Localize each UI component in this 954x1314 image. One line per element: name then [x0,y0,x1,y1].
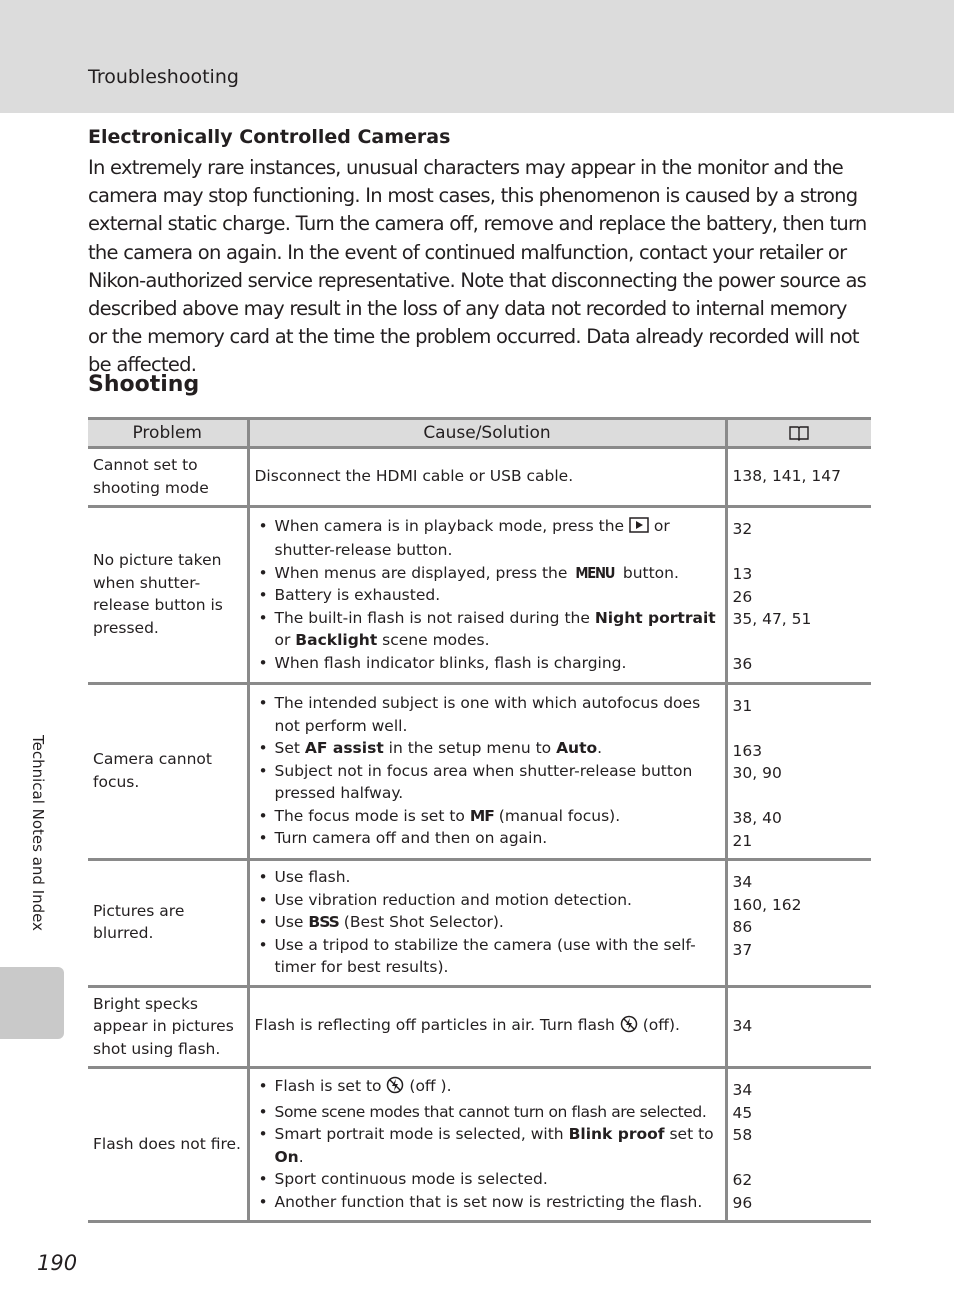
reference-cell: 31 163 30, 90 38, 40 21 [726,683,871,860]
table-row [88,986,871,1068]
menu-button-icon: MENU [575,563,615,582]
solution-item: • Smart portrait mode is selected, with Blink proof set to On. [255,1123,720,1168]
bss-icon: BSS [308,913,339,931]
solution-item: • Battery is exhausted. [255,584,720,607]
solution-item: • Flash is set to (off ). [255,1075,720,1101]
solution-item: • Use flash. [255,866,720,889]
page-number: 190 [37,1251,78,1275]
section-title: Shooting [88,372,200,397]
table-row [88,448,871,507]
table-row [88,1068,871,1222]
manual-focus-icon: MF [469,806,494,825]
table-header-row [88,419,871,448]
solution-item: • The built-in flash is not raised during the Night portrait or Backlight scene modes. [255,607,720,652]
troubleshooting-table [88,417,871,1223]
problem-cell: Flash does not fire. [93,1134,241,1153]
table-row [88,860,871,987]
reference-cell: 34 45 58 62 96 [726,1068,871,1222]
solution-item: • Use a tripod to stabilize the camera (use with the self-timer for best results). [255,934,720,979]
book-icon [788,424,810,442]
solution-item: • The intended subject is one with which autofocus does not perform well. [255,692,720,737]
solution-cell [248,683,726,860]
table-row [88,683,871,860]
solution-cell [248,1068,726,1222]
solution-item: • When flash indicator blinks, flash is charging. [255,652,720,675]
reference-cell: 34 160, 162 86 37 [726,860,871,987]
reference-cell: 138, 141, 147 [726,448,871,507]
solution-cell [248,507,726,684]
solution-cell: Disconnect the HDMI cable or USB cable. [248,448,726,507]
intro-heading: Electronically Controlled Cameras [88,126,451,148]
problem-cell: Cannot set to shooting mode [93,456,209,497]
solution-item: • Turn camera off and then on again. [255,827,720,850]
solution-item: • Subject not in focus area when shutter-release button pressed halfway. [255,760,720,805]
solution-item: • Some scene modes that cannot turn on flash are selected. [255,1101,720,1124]
solution-item: • Set AF assist in the setup menu to Auto. [255,737,720,760]
problem-cell: Pictures are blurred. [93,901,185,943]
flash-off-icon [386,1076,404,1101]
header-problem: Problem [88,419,248,448]
problem-cell: Camera cannot focus. [93,750,212,791]
problem-cell: No picture taken when shutter-release button is pressed. [93,551,223,637]
solution-item: • Use BSS (Best Shot Selector). [255,911,720,934]
solution-item: • When camera is in playback mode, press the or shutter-release button. [255,515,720,562]
solution-item: • When menus are displayed, press the MENU button. [255,562,720,585]
flash-off-icon [620,1015,638,1040]
solution-item: • Use vibration reduction and motion detection. [255,889,720,912]
solution-item: • Sport continuous mode is selected. [255,1168,720,1191]
solution-cell [248,860,726,987]
header-cause-solution: Cause/Solution [248,419,726,448]
chapter-tab [0,967,64,1039]
intro-body: In extremely rare instances, unusual characters may appear in the monitor and the camera may stop functioning. In most cases, this phenomenon is caused by a strong external static charge. Turn the camera off, remove and replace the battery, then turn the camera on again. In the event of continued malfunction, contact your retailer or Nikon-authorized service representative. Note that disconnecting the power source as described above may result in the loss of any data not recorded to internal memory or the memory card at the time the problem occurred. Data already recorded will not be affected. [88,156,867,377]
table-row [88,507,871,684]
playback-button-icon [629,517,649,540]
reference-cell: 32 13 26 35, 47, 51 36 [726,507,871,684]
solution-cell: Flash is reflecting off particles in air. Turn flash (off). [248,986,726,1068]
header-title: Troubleshooting [88,66,239,88]
header-band [0,0,954,113]
solution-item: • Another function that is set now is restricting the flash. [255,1191,720,1214]
chapter-side-label: Technical Notes and Index [29,735,47,932]
problem-cell: Bright specks appear in pictures shot using flash. [93,994,234,1058]
header-reference [726,419,871,448]
solution-item: • The focus mode is set to MF (manual focus). [255,805,720,828]
reference-cell: 34 [726,986,871,1068]
